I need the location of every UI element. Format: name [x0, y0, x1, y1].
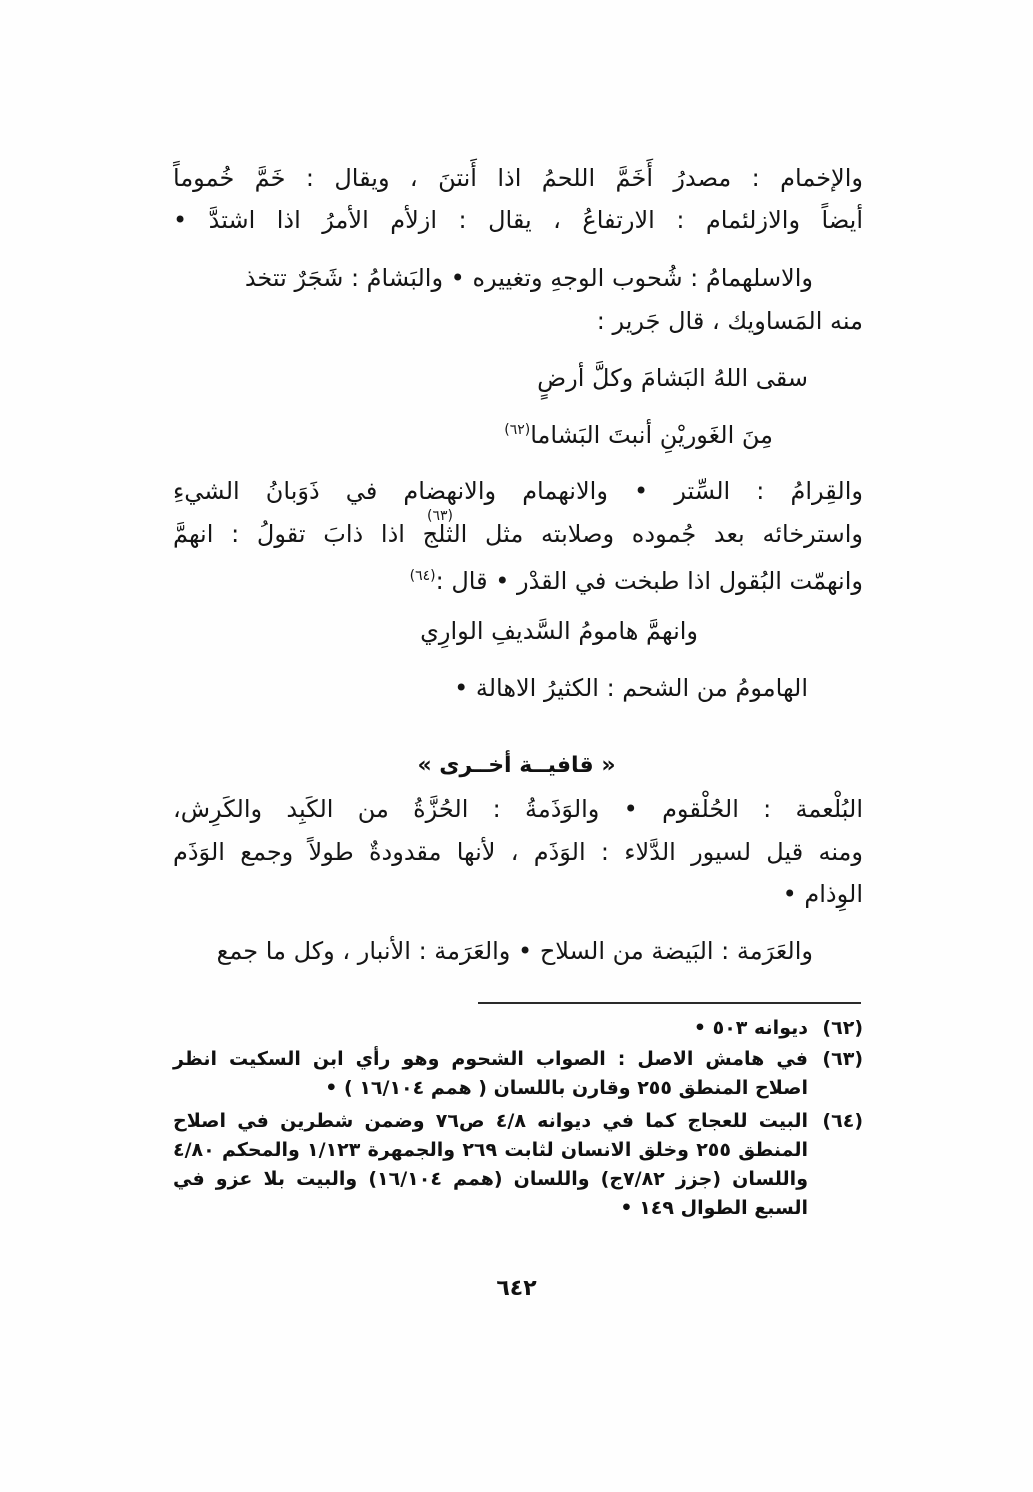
footnote-ref-64: (٦٤) [409, 568, 436, 584]
text-line-11: الهامومُ من الشحم : الكثيرُ الاهالة • [454, 674, 808, 702]
text-line-14: الوِذام • [782, 880, 863, 908]
footnote-divider [478, 1002, 861, 1004]
section-heading: « قافيــة أخــرى » [417, 753, 616, 778]
footnote-text: البيت للعجاج كما في ديوانه ٤/٨ ص٧٦ وضمن شطرين في اصلاح المنطق ٢٥٥ وخلق الانسان لثابت ٢٦٩ والجمهرة ١/١٢٣ والمحكم ٤/٨٠ واللسان (جزز ٧/٨٢ج) واللسان (همم ١٦/١٠٤) والبيت بلا عزو في السبع الطوال ١٤٩ • [173, 1110, 808, 1219]
poem-verse-3: وانهمَّ هامومُ السَّديفِ الوارِي [420, 617, 698, 645]
text-line-12: البُلْعمة : الحُلْقوم • والوَذَمةُ : الحُزَّةُ من الكَبِد والكَرِش، [173, 795, 863, 823]
footnote-ref-63: (٦٣) [427, 508, 453, 524]
footnote-text: ديوانه ٥٠٣ • [693, 1017, 808, 1039]
text-line-1: والإخمام : مصدرُ أَخَمَّ اللحمُ اذا أَنتنَ ، ويقال : خَمَّ خُموماً [173, 164, 863, 192]
text-line-8-text: واسترخائه بعد جُموده وصلابته مثل الثلج اذا ذابَ تقولُ : انهمَّ [173, 520, 863, 548]
text-line-13: ومنه قيل لسيور الدَّلاء : الوَذَم ، لأنها مقدودةٌ طولاً وجمع الوَذَم [173, 838, 863, 866]
text-line-3: والاسلهمامُ : شُحوب الوجهِ وتغييره • والبَشامُ : شَجَرٌ تتخذ [244, 264, 813, 292]
footnote-63 [173, 1045, 863, 1103]
text-line-4: منه المَساويك ، قال جَرير : [596, 307, 863, 335]
text-line-15: والعَرَمة : البَيضة من السلاح • والعَرَمة : الأنبار ، وكل ما جمع [216, 937, 813, 965]
text-line-8 [173, 518, 863, 550]
footnote-ref-62: (٦٢) [504, 422, 531, 438]
poem-verse-2 [504, 414, 773, 451]
page-number: ٦٤٢ [496, 1276, 537, 1301]
text-line-7: والقِرامُ : السِّتر • والانهمام والانهضام في ذَوَبانُ الشيءِ [173, 477, 863, 505]
footnote-64 [173, 1107, 863, 1223]
footnote-text: في هامش الاصل : الصواب الشحوم وهو رأي ابن السكيت انظر اصلاح المنطق ٢٥٥ وقارن باللسان ( همم ١٦/١٠٤ ) • [173, 1048, 808, 1099]
text-line-2: أيضاً والازلئمام : الارتفاعُ ، يقال : ازلأم الأمرُ اذا اشتدَّ • [173, 206, 863, 234]
footnote-number: (٦٤) [822, 1110, 863, 1132]
text-line-9 [410, 560, 863, 597]
poem-verse-2-text: مِنَ الغَوريْنِ أنبتَ البَشاما [530, 421, 773, 449]
poem-verse-1: سقى اللهُ البَشامَ وكلَّ أرضٍ [537, 364, 808, 392]
footnote-number: (٦٣) [822, 1048, 863, 1070]
footnote-62 [173, 1014, 863, 1043]
text-line-9-text: وانهمّت البُقول اذا طبخت في القدْر • قال : [435, 567, 863, 595]
footnote-number: (٦٢) [822, 1017, 863, 1039]
